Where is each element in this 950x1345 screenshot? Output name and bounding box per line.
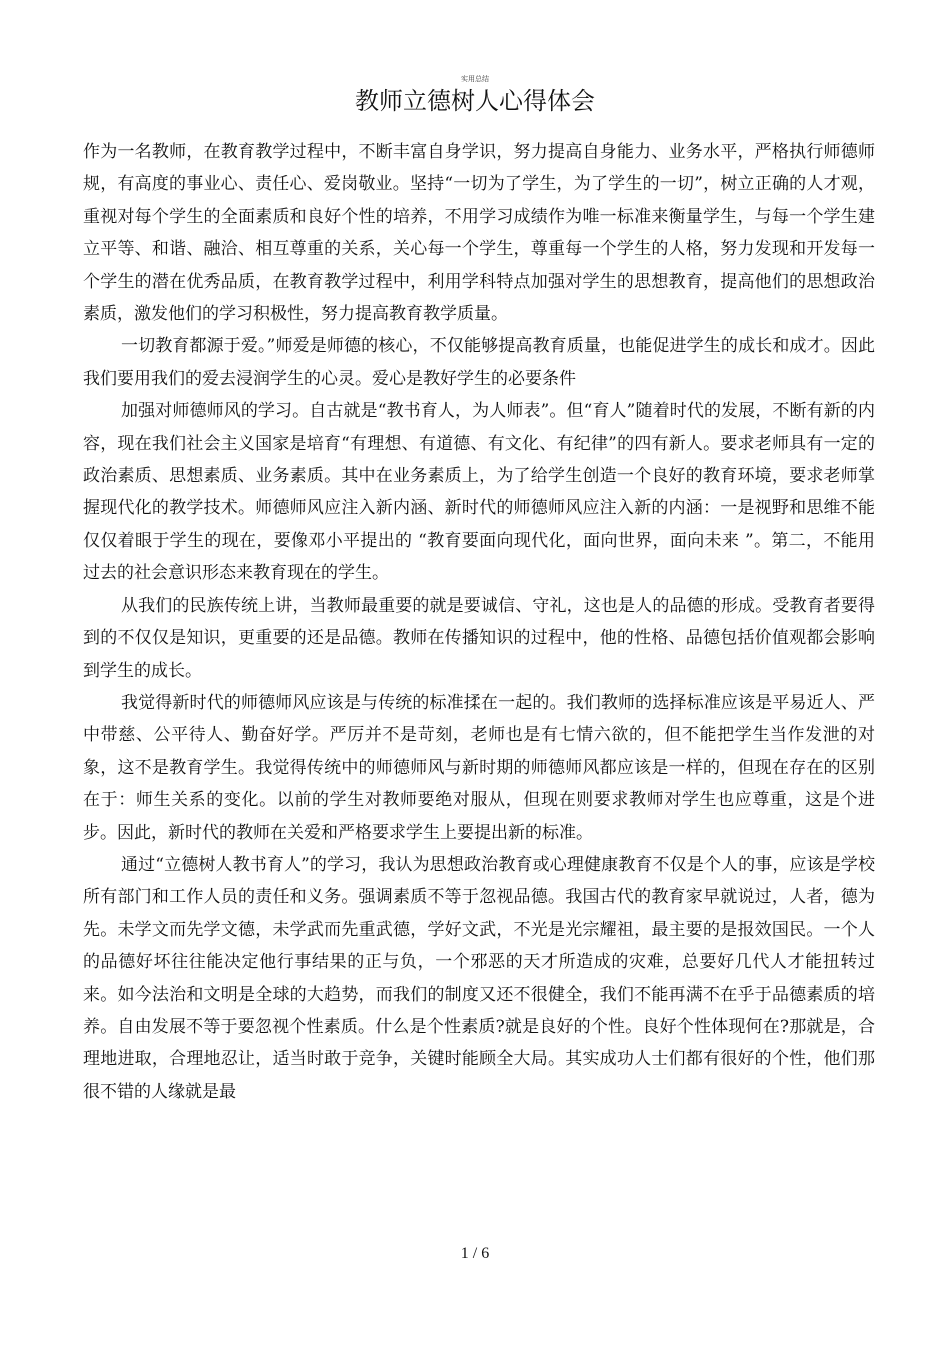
paragraph-3: 加强对师德师风的学习。自古就是“教书育人，为人师表”。但“育人”随着时代的发展，不断有新的内容，现在我们社会主义国家是培育“有理想、有道德、有文化、有纪律”的四有新人。要求老师具有一定的政治素质、思想素质、业务素质。其中在业务素质上，为了给学生创造一个良好的教育环境，要求老师掌握现代化的教学技术。师德师风应注入新内涵、新时代的师德师风应注入新的内涵：一是视野和思维不能仅仅着眼于学生的现在，要像邓小平提出的 “教育要面向现代化，面向世界，面向未来 ”。第二，不能用过去的社会意识形态来教育现在的学生。 (83, 401, 875, 584)
paragraph-6: 通过“立德树人教书育人”的学习，我认为思想政治教育或心理健康教育不仅是个人的事，应该是学校所有部门和工作人员的责任和义务。强调素质不等于忽视品德。我国古代的教育家早就说过，人者，德为先。未学文而先学文德，未学武而先重武德，学好文武，不光是光宗耀祖，最主要的是报效国民。一个人的品德好坏往往能决定他行事结果的正与负，一个邪恶的天才所造成的灾难，总要好几代人才能扭转过来。如今法治和文明是全球的大趋势，而我们的制度又还不很健全，我们不能再满不在乎于品德素质的培养。自由发展不等于要忽视个性素质。什么是个性素质?就是良好的个性。良好个性体现何在?那就是，合理地进取，合理地忍让，适当时敢于竞争，关键时能顾全大局。其实成功人士们都有很好的个性，他们那很不错的人缘就是最 (83, 854, 875, 1102)
paragraph-4: 从我们的民族传统上讲，当教师最重要的就是要诚信、守礼，这也是人的品德的形成。受教育者要得到的不仅仅是知识，更重要的还是品德。教师在传播知识的过程中，他的性格、品德包括价值观都会影响到学生的成长。 (83, 595, 875, 681)
header-label: 实用总结 (461, 75, 489, 83)
page-number: 1 / 6 (460, 1245, 490, 1262)
document-title: 教师立德树人心得体会 (355, 87, 595, 115)
paragraph-1: 作为一名教师，在教育教学过程中，不断丰富自身学识，努力提高自身能力、业务水平，严格执行师德师规，有高度的事业心、责任心、爱岗敬业。坚持“一切为了学生，为了学生的一切”，树立正确的人才观，重视对每个学生的全面素质和良好个性的培养，不用学习成绩作为唯一标准来衡量学生，与每一个学生建立平等、和谐、融洽、相互尊重的关系，关心每一个学生，尊重每一个学生的人格，努力发现和开发每一个学生的潜在优秀品质，在教育教学过程中，利用学科特点加强对学生的思想教育，提高他们的思想政治素质，激发他们的学习积极性，努力提高教育教学质量。 (83, 142, 875, 325)
paragraph-2: 一切教育都源于爱。”师爱是师德的核心，不仅能够提高教育质量，也能促进学生的成长和成才。因此我们要用我们的爱去浸润学生的心灵。爱心是教好学生的必要条件 (83, 336, 875, 389)
paragraph-5: 我觉得新时代的师德师风应该是与传统的标准揉在一起的。我们教师的选择标准应该是平易近人、严中带慈、公平待人、勤奋好学。严厉并不是苛刻，老师也是有七情六欲的，但不能把学生当作发泄的对象，这不是教育学生。我觉得传统中的师德师风与新时期的师德师风都应该是一样的，但现在存在的区别在于：师生关系的变化。以前的学生对教师要绝对服从，但现在则要求教师对学生也应尊重，这是个进步。因此，新时代的教师在关爱和严格要求学生上要提出新的标准。 (83, 692, 875, 843)
document-body (83, 136, 875, 1108)
